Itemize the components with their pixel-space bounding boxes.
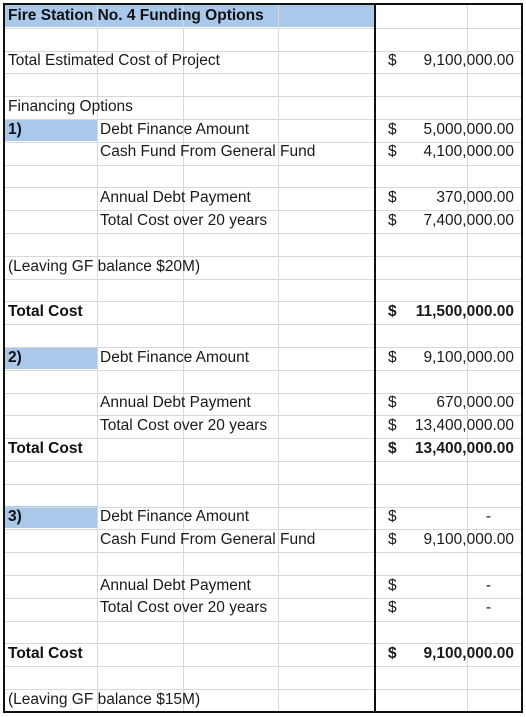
- grid-row-line: [5, 507, 521, 508]
- grid-row-line: [5, 165, 521, 166]
- grid-row-line: [5, 484, 521, 485]
- option-3-number: 3): [8, 508, 22, 525]
- option-2-debt-label: Debt Finance Amount: [100, 349, 250, 366]
- option-1-total-label: Total Cost: [8, 303, 83, 320]
- grid-row-line: [5, 575, 521, 576]
- option-3-debt-label: Debt Finance Amount: [100, 508, 250, 525]
- grid-row-line: [5, 279, 521, 280]
- spreadsheet-sheet: Fire Station No. 4 Funding Options Total Estimated Cost of Project $ 9,100,000.00 Financing Options 1) Debt Finance Amount $ 5,000,000.00 Cash Fund From General Fund $ 4,100,000.00 Annual Debt Payment $ 370,000.00 Total Cost over 20 years $ 7,400,000.00 (Leaving GF balance $20M) Total Cost $ 11,500,000.00 2) Debt Finance Amount $ 9,100,000.00 Annual Debt Payment $ 670,000.00 Total Cost over 20 years $ 13,400,000.00 Total Cost $ 13,400,000.00 3) Debt Finance Amount $ - Cash Fund From General Fund $ 9,100,000.00 Annual Debt Payment $ - Total Cost over 20 years $ - Total Cost $ 9,100,000.00 (Leaving GF balance $15M): [3, 3, 523, 713]
- grid-row-line: [5, 233, 521, 234]
- option-3-total20-label: Total Cost over 20 years: [100, 599, 268, 616]
- grid-row-line: [5, 552, 521, 553]
- option-2-total20-label: Total Cost over 20 years: [100, 417, 268, 434]
- grid-row-line: [5, 73, 521, 74]
- grid-row-line: [5, 666, 521, 667]
- grid-row-line: [5, 621, 521, 622]
- option-3-note: (Leaving GF balance $15M): [8, 691, 201, 708]
- option-1-total20-label: Total Cost over 20 years: [100, 212, 268, 229]
- grid-row-line: [5, 28, 521, 29]
- option-1-cash-label: Cash Fund From General Fund: [100, 143, 316, 160]
- grid-row-line: [5, 324, 521, 325]
- total-estimated-label: Total Estimated Cost of Project: [8, 52, 220, 69]
- option-2-annual-label: Annual Debt Payment: [100, 394, 251, 411]
- option-3-total-label: Total Cost: [8, 645, 83, 662]
- grid-row-line: [5, 712, 521, 713]
- option-1-debt-label: Debt Finance Amount: [100, 121, 250, 138]
- option-3-cash-label: Cash Fund From General Fund: [100, 531, 316, 548]
- currency-symbol: $: [388, 52, 397, 69]
- grid-row-line: [5, 370, 521, 371]
- option-3-annual-label: Annual Debt Payment: [100, 577, 251, 594]
- option-1-annual-label: Annual Debt Payment: [100, 189, 251, 206]
- column-separator: [374, 5, 376, 711]
- grid-column-line: [278, 5, 279, 711]
- option-2-number: 2): [8, 349, 22, 366]
- option-2-total-label: Total Cost: [8, 440, 83, 457]
- option-1-note: (Leaving GF balance $20M): [8, 258, 201, 275]
- grid-row-line: [5, 461, 521, 462]
- option-1-number: 1): [8, 121, 22, 138]
- page-title: Fire Station No. 4 Funding Options: [8, 7, 264, 24]
- financing-options-heading: Financing Options: [8, 98, 133, 115]
